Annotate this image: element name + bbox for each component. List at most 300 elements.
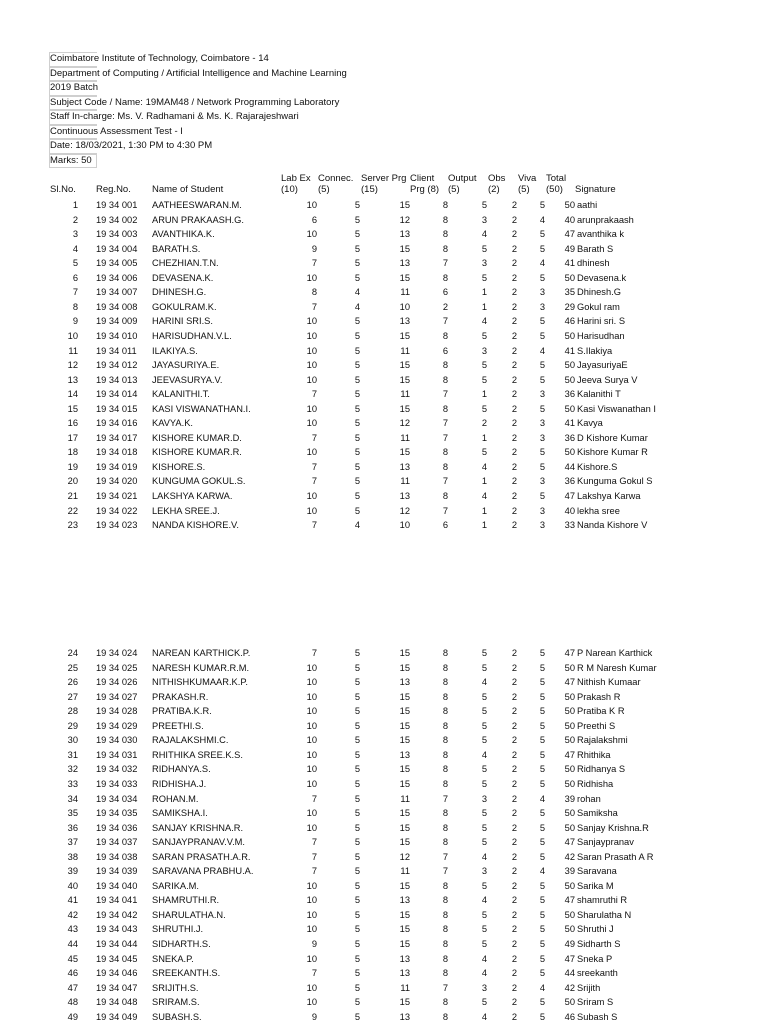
total-mark: 50 [564, 360, 575, 371]
sl-no: 36 [67, 822, 78, 833]
obs-mark: 2 [511, 287, 517, 298]
obs-mark: 2 [511, 895, 517, 906]
lab-ex-mark: 10 [306, 909, 317, 920]
output-mark: 4 [481, 316, 487, 327]
student-name: PRATIBA.K.R. [152, 706, 212, 717]
date-line [49, 139, 347, 154]
sl-no: 47 [67, 982, 78, 993]
obs-mark: 2 [511, 505, 517, 516]
server-prg-mark: 11 [400, 476, 410, 487]
sl-no: 38 [67, 851, 78, 862]
batch-line [49, 81, 347, 96]
output-mark: 5 [481, 837, 487, 848]
lab-ex-mark: 10 [306, 345, 317, 356]
viva-mark: 5 [539, 706, 545, 717]
server-prg-mark: 15 [399, 822, 410, 833]
obs-mark: 2 [511, 648, 517, 658]
client-prg-mark: 8 [442, 822, 448, 833]
student-name: RIDHISHA.J. [152, 778, 207, 789]
sl-no: 27 [67, 691, 78, 702]
table-row [0, 675, 768, 690]
server-prg-mark: 13 [399, 968, 410, 979]
signature: Sarika M [577, 880, 614, 891]
table-row [0, 762, 768, 777]
server-prg-mark: 15 [399, 243, 410, 254]
obs-mark: 2 [511, 662, 517, 673]
connec-mark: 5 [354, 648, 360, 658]
sl-no: 7 [72, 287, 78, 298]
lab-ex-mark: 10 [306, 200, 317, 210]
viva-mark: 5 [539, 939, 545, 949]
total-mark: 36 [564, 389, 575, 400]
viva-mark: 5 [539, 880, 545, 891]
obs-mark: 2 [511, 968, 517, 979]
output-mark: 1 [481, 520, 487, 531]
reg-no: 19 34 012 [96, 360, 138, 371]
lab-ex-mark: 10 [306, 895, 317, 906]
col-slno: Sl.No. [50, 184, 76, 195]
server-prg-mark: 13 [399, 258, 410, 269]
viva-mark: 5 [539, 403, 545, 414]
total-mark: 29 [564, 301, 575, 312]
table-row [0, 719, 768, 734]
student-name: SIDHARTH.S. [152, 939, 211, 949]
lab-ex-mark: 7 [311, 968, 317, 979]
sl-no: 8 [72, 301, 78, 312]
student-name: RAJALAKSHMI.C. [152, 735, 229, 746]
reg-no: 19 34 045 [96, 953, 138, 964]
signature: R M Naresh Kumar [577, 662, 657, 673]
student-name: PREETHI.S. [152, 720, 204, 731]
connec-mark: 5 [354, 476, 360, 487]
signature: Samiksha [577, 808, 618, 819]
table-row [0, 792, 768, 807]
lab-ex-mark: 10 [306, 418, 317, 429]
output-mark: 3 [481, 793, 487, 804]
server-prg-mark: 13 [399, 749, 410, 760]
client-prg-mark: 7 [442, 418, 448, 429]
signature: Saravana [577, 866, 617, 877]
reg-no: 19 34 044 [96, 939, 138, 949]
output-mark: 5 [481, 447, 487, 458]
student-name: DEVASENA.K. [152, 272, 214, 283]
client-prg-mark: 6 [442, 345, 448, 356]
output-mark: 5 [481, 403, 487, 414]
total-mark: 47 [564, 229, 575, 240]
signature: Kunguma Gokul S [577, 476, 653, 487]
client-prg-mark: 8 [442, 778, 448, 789]
student-name: KISHORE KUMAR.D. [152, 432, 242, 443]
viva-mark: 5 [539, 200, 545, 210]
table-row [0, 329, 768, 344]
table-row [0, 445, 768, 460]
connec-mark: 5 [354, 793, 360, 804]
viva-mark: 5 [539, 691, 545, 702]
connec-mark: 5 [354, 677, 360, 688]
table-row [0, 661, 768, 676]
col-srv-title: Server Prg [361, 173, 407, 184]
sl-no: 41 [67, 895, 78, 906]
sl-no: 34 [67, 793, 78, 804]
col-obs-max: (2) [488, 184, 500, 195]
signature: Sneka P [577, 953, 613, 964]
output-mark: 5 [481, 662, 487, 673]
table-row [0, 893, 768, 908]
connec-mark: 5 [354, 982, 360, 993]
table-row [0, 952, 768, 967]
server-prg-mark: 13 [399, 895, 410, 906]
obs-mark: 2 [511, 778, 517, 789]
output-mark: 5 [481, 272, 487, 283]
reg-no: 19 34 017 [96, 432, 138, 443]
reg-no: 19 34 039 [96, 866, 138, 877]
connec-mark: 5 [354, 432, 360, 443]
sl-no: 44 [67, 939, 78, 949]
output-mark: 3 [481, 982, 487, 993]
connec-mark: 5 [354, 214, 360, 225]
output-mark: 5 [481, 822, 487, 833]
total-mark: 44 [564, 968, 575, 979]
lab-ex-mark: 10 [306, 764, 317, 775]
signature: Saran Prasath A R [577, 851, 654, 862]
reg-no: 19 34 024 [96, 648, 138, 658]
output-mark: 5 [481, 880, 487, 891]
sl-no: 39 [67, 866, 78, 877]
viva-mark: 4 [539, 793, 545, 804]
total-mark: 50 [564, 374, 575, 385]
total-mark: 46 [564, 316, 575, 327]
signature: Dhinesh.G [577, 287, 621, 298]
lab-ex-mark: 9 [311, 1011, 317, 1022]
client-prg-mark: 8 [442, 691, 448, 702]
total-mark: 41 [564, 258, 575, 269]
client-prg-mark: 8 [442, 200, 448, 210]
client-prg-mark: 8 [442, 403, 448, 414]
sl-no: 35 [67, 808, 78, 819]
viva-mark: 4 [539, 982, 545, 993]
total-mark: 35 [564, 287, 575, 298]
student-name: NAREAN KARTHICK.P. [152, 648, 251, 658]
server-prg-mark: 11 [400, 866, 410, 877]
viva-mark: 3 [539, 301, 545, 312]
server-prg-mark: 10 [399, 301, 410, 312]
lab-ex-mark: 7 [311, 432, 317, 443]
student-name: ROHAN.M. [152, 793, 199, 804]
signature: Sanjaypranav [577, 837, 634, 848]
reg-no: 19 34 021 [96, 491, 138, 501]
connec-mark: 4 [354, 301, 360, 312]
viva-mark: 5 [539, 662, 545, 673]
table-row [0, 733, 768, 748]
reg-no: 19 34 011 [96, 345, 137, 356]
signature: Sidharth S [577, 939, 621, 949]
client-prg-mark: 7 [442, 866, 448, 877]
sl-no: 16 [67, 418, 78, 429]
student-name: SREEKANTH.S. [152, 968, 221, 979]
student-name: LAKSHYA KARWA. [152, 491, 233, 501]
col-con-title: Connec. [318, 173, 354, 184]
table-row [0, 402, 768, 417]
obs-mark: 2 [511, 403, 517, 414]
table-row [0, 474, 768, 489]
col-srv-max: (15) [361, 184, 378, 195]
lab-ex-mark: 6 [311, 214, 317, 225]
server-prg-mark: 13 [399, 461, 410, 472]
client-prg-mark: 8 [442, 880, 448, 891]
connec-mark: 5 [354, 403, 360, 414]
sl-no: 28 [67, 706, 78, 717]
obs-mark: 2 [511, 461, 517, 472]
client-prg-mark: 8 [442, 229, 448, 240]
obs-mark: 2 [511, 924, 517, 935]
viva-mark: 5 [539, 764, 545, 775]
output-mark: 3 [481, 258, 487, 269]
client-prg-mark: 7 [442, 316, 448, 327]
reg-no: 19 34 048 [96, 997, 138, 1008]
obs-mark: 2 [511, 374, 517, 385]
obs-mark: 2 [511, 258, 517, 269]
output-mark: 5 [481, 778, 487, 789]
signature: Rajalakshmi [577, 735, 628, 746]
table-row [0, 646, 768, 661]
output-mark: 2 [481, 418, 487, 429]
col-regno: Reg.No. [96, 184, 131, 195]
signature: dhinesh [577, 258, 610, 269]
output-mark: 1 [481, 389, 487, 400]
subject-text: Subject Code / Name: 19MAM48 / Network Programming Laboratory [50, 96, 340, 108]
connec-mark: 5 [354, 316, 360, 327]
reg-no: 19 34 041 [96, 895, 138, 906]
viva-mark: 5 [539, 924, 545, 935]
client-prg-mark: 8 [442, 953, 448, 964]
output-mark: 5 [481, 764, 487, 775]
connec-mark: 5 [354, 924, 360, 935]
table-row [0, 373, 768, 388]
table-row [0, 314, 768, 329]
obs-mark: 2 [511, 851, 517, 862]
output-mark: 5 [481, 808, 487, 819]
client-prg-mark: 8 [442, 360, 448, 371]
reg-no: 19 34 029 [96, 720, 138, 731]
output-mark: 4 [481, 968, 487, 979]
student-name: SUBASH.S. [152, 1011, 202, 1022]
student-name: SARAN PRASATH.A.R. [152, 851, 251, 862]
viva-mark: 5 [539, 808, 545, 819]
sl-no: 23 [67, 520, 78, 531]
signature: Srijith [577, 982, 601, 993]
client-prg-mark: 7 [442, 982, 448, 993]
server-prg-mark: 13 [399, 229, 410, 240]
sl-no: 10 [67, 330, 78, 341]
connec-mark: 5 [354, 880, 360, 891]
signature: Harini sri. S [577, 316, 626, 327]
obs-mark: 2 [511, 822, 517, 833]
student-name: BARATH.S. [152, 243, 201, 254]
obs-mark: 2 [511, 880, 517, 891]
table-row [0, 271, 768, 286]
col-viva-max: (5) [518, 184, 530, 195]
server-prg-mark: 15 [399, 662, 410, 673]
connec-mark: 5 [354, 491, 360, 501]
server-prg-mark: 15 [399, 360, 410, 371]
student-name: SHARULATHA.N. [152, 909, 226, 920]
client-prg-mark: 8 [442, 997, 448, 1008]
connec-mark: 5 [354, 461, 360, 472]
total-mark: 40 [564, 505, 575, 516]
sl-no: 25 [67, 662, 78, 673]
lab-ex-mark: 10 [306, 229, 317, 240]
client-prg-mark: 8 [442, 648, 448, 658]
total-mark: 47 [564, 491, 575, 501]
viva-mark: 5 [539, 272, 545, 283]
viva-mark: 5 [539, 749, 545, 760]
student-name: KAVYA.K. [152, 418, 193, 429]
sl-no: 2 [72, 214, 78, 225]
server-prg-mark: 15 [399, 447, 410, 458]
reg-no: 19 34 026 [96, 677, 138, 688]
staff-line [49, 110, 347, 125]
sl-no: 19 [67, 461, 78, 472]
lab-ex-mark: 7 [311, 648, 317, 658]
connec-mark: 5 [354, 866, 360, 877]
student-name: JEEVASURYA.V. [152, 374, 223, 385]
client-prg-mark: 8 [442, 662, 448, 673]
reg-no: 19 34 013 [96, 374, 138, 385]
signature: avanthika k [577, 229, 625, 240]
student-name: SANJAY KRISHNA.R. [152, 822, 244, 833]
client-prg-mark: 8 [442, 749, 448, 760]
total-mark: 47 [564, 648, 575, 658]
signature: rohan [577, 793, 601, 804]
lab-ex-mark: 10 [306, 505, 317, 516]
sl-no: 17 [67, 432, 78, 443]
reg-no: 19 34 047 [96, 982, 138, 993]
sl-no: 24 [67, 648, 78, 658]
total-mark: 47 [564, 895, 575, 906]
obs-mark: 2 [511, 706, 517, 717]
student-name: LEKHA SREE.J. [152, 505, 220, 516]
output-mark: 4 [481, 953, 487, 964]
total-mark: 50 [564, 880, 575, 891]
client-prg-mark: 8 [442, 764, 448, 775]
obs-mark: 2 [511, 272, 517, 283]
server-prg-mark: 13 [399, 491, 410, 501]
client-prg-mark: 8 [442, 720, 448, 731]
connec-mark: 5 [354, 953, 360, 964]
signature: Kalanithi T [577, 389, 621, 400]
obs-mark: 2 [511, 476, 517, 487]
marks-line [49, 154, 347, 169]
total-mark: 50 [564, 997, 575, 1008]
lab-ex-mark: 10 [306, 982, 317, 993]
total-mark: 47 [564, 953, 575, 964]
viva-mark: 5 [539, 822, 545, 833]
table-row [0, 995, 768, 1010]
viva-mark: 3 [539, 476, 545, 487]
viva-mark: 5 [539, 778, 545, 789]
viva-mark: 5 [539, 851, 545, 862]
lab-ex-mark: 10 [306, 706, 317, 717]
col-cli-max: Prg (8) [410, 184, 440, 195]
sl-no: 18 [67, 447, 78, 458]
connec-mark: 5 [354, 447, 360, 458]
table-row [0, 227, 768, 242]
viva-mark: 5 [539, 895, 545, 906]
server-prg-mark: 15 [399, 778, 410, 789]
obs-mark: 2 [511, 345, 517, 356]
subject-line [49, 96, 347, 111]
client-prg-mark: 8 [442, 214, 448, 225]
lab-ex-mark: 10 [306, 691, 317, 702]
obs-mark: 2 [511, 389, 517, 400]
reg-no: 19 34 023 [96, 520, 138, 531]
obs-mark: 2 [511, 982, 517, 993]
viva-mark: 4 [539, 345, 545, 356]
student-name: ILAKIYA.S. [152, 345, 198, 356]
lab-ex-mark: 10 [306, 403, 317, 414]
signature: Pratiba K R [577, 706, 625, 717]
student-name: SANJAYPRANAV.V.M. [152, 837, 246, 848]
signature: Preethi S [577, 720, 616, 731]
table-row [0, 908, 768, 923]
sl-no: 21 [67, 491, 78, 501]
viva-mark: 3 [539, 520, 545, 531]
server-prg-mark: 15 [399, 924, 410, 935]
signature: Harisudhan [577, 330, 625, 341]
total-mark: 50 [564, 735, 575, 746]
output-mark: 5 [481, 374, 487, 385]
reg-no: 19 34 016 [96, 418, 138, 429]
signature: Kavya [577, 418, 603, 429]
client-prg-mark: 8 [442, 706, 448, 717]
client-prg-mark: 8 [442, 447, 448, 458]
lab-ex-mark: 10 [306, 822, 317, 833]
reg-no: 19 34 019 [96, 461, 138, 472]
student-name: JAYASURIYA.E. [152, 360, 220, 371]
student-name: GOKULRAM.K. [152, 301, 217, 312]
signature: shamruthi R [577, 895, 628, 906]
col-signature: Signature [575, 184, 616, 195]
obs-mark: 2 [511, 808, 517, 819]
student-name: SARIKA.M. [152, 880, 200, 891]
output-mark: 3 [481, 214, 487, 225]
lab-ex-mark: 10 [306, 749, 317, 760]
client-prg-mark: 8 [442, 924, 448, 935]
output-mark: 4 [481, 229, 487, 240]
sl-no: 15 [67, 403, 78, 414]
client-prg-mark: 8 [442, 735, 448, 746]
signature: Kishore.S [577, 461, 618, 472]
obs-mark: 2 [511, 793, 517, 804]
lab-ex-mark: 7 [311, 851, 317, 862]
signature: aathi [577, 200, 598, 210]
reg-no: 19 34 010 [96, 330, 138, 341]
total-mark: 50 [564, 272, 575, 283]
connec-mark: 5 [354, 909, 360, 920]
output-mark: 5 [481, 648, 487, 658]
output-mark: 5 [481, 200, 487, 210]
student-name: AVANTHIKA.K. [152, 229, 215, 240]
lab-ex-mark: 7 [311, 866, 317, 877]
lab-ex-mark: 10 [306, 662, 317, 673]
viva-mark: 4 [539, 214, 545, 225]
client-prg-mark: 7 [442, 389, 448, 400]
student-name: SRIRAM.S. [152, 997, 200, 1008]
reg-no: 19 34 030 [96, 735, 138, 746]
lab-ex-mark: 10 [306, 491, 317, 501]
connec-mark: 5 [354, 229, 360, 240]
reg-no: 19 34 032 [96, 764, 138, 775]
